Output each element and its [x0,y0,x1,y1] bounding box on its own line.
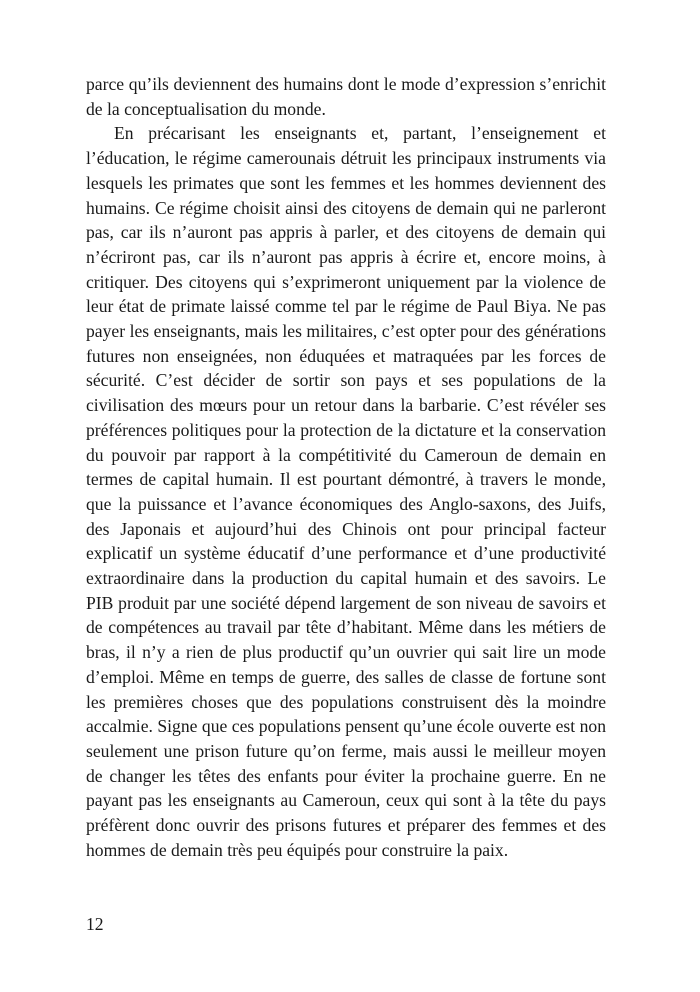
body-text [86,72,606,863]
paragraph-continuation: parce qu’ils deviennent des humains dont le mode d’expression s’enrichit de la conceptualisation du monde. [86,74,606,119]
page-number: 12 [86,914,104,934]
paragraph: En précarisant les enseignants et, partant, l’enseignement et l’éducation, le régime camerounais détruit les principaux instruments via lesquels les primates que sont les femmes et les hommes deviennent des humains. Ce régime choisit ainsi des citoyens de demain qui ne parleront pas, car ils n’auront pas appris à parler, et des citoyens de demain qui n’écriront pas, car ils n’auront pas appris à écrire et, encore moins, à critiquer. Des citoyens qui s’exprimeront uniquement par la violence de leur état de primate laissé comme tel par le régime de Paul Biya. Ne pas payer les enseignants, mais les militaires, c’est opter pour des générations futures non enseignées, non éduquées et matraquées par les forces de sécurité. C’est décider de sortir son pays et ses populations de la civilisation des mœurs pour un retour dans la barbarie. C’est révéler ses préférences politiques pour la protection de la dictature et la conservation du pouvoir par rapport à la compétitivité du Cameroun de demain en termes de capital humain. Il est pourtant démontré, à travers le monde, que la puissance et l’avance économiques des Anglo-saxons, des Juifs, des Japonais et aujourd’hui des Chinois ont pour principal facteur explicatif un système éducatif d’une performance et d’une productivité extraordinaire dans la production du capital humain et des savoirs. Le PIB produit par une société dépend largement de son niveau de savoirs et de compétences au travail par tête d’habitant. Même dans les métiers de bras, il n’y a rien de plus productif qu’un ouvrier qui sait lire un mode d’emploi. Même en temps de guerre, des salles de classe de fortune sont les premières choses que des populations construisent dès la moindre accalmie. Signe que ces populations pensent qu’une école ouverte est non seulement une prison future qu’on ferme, mais aussi le meilleur moyen de changer les têtes des enfants pour éviter la prochaine guerre. En ne payant pas les enseignants au Cameroun, ceux qui sont à la tête du pays préfèrent donc ouvrir des prisons futures et préparer des femmes et des hommes de demain très peu équipés pour construire la paix. [86,123,606,860]
